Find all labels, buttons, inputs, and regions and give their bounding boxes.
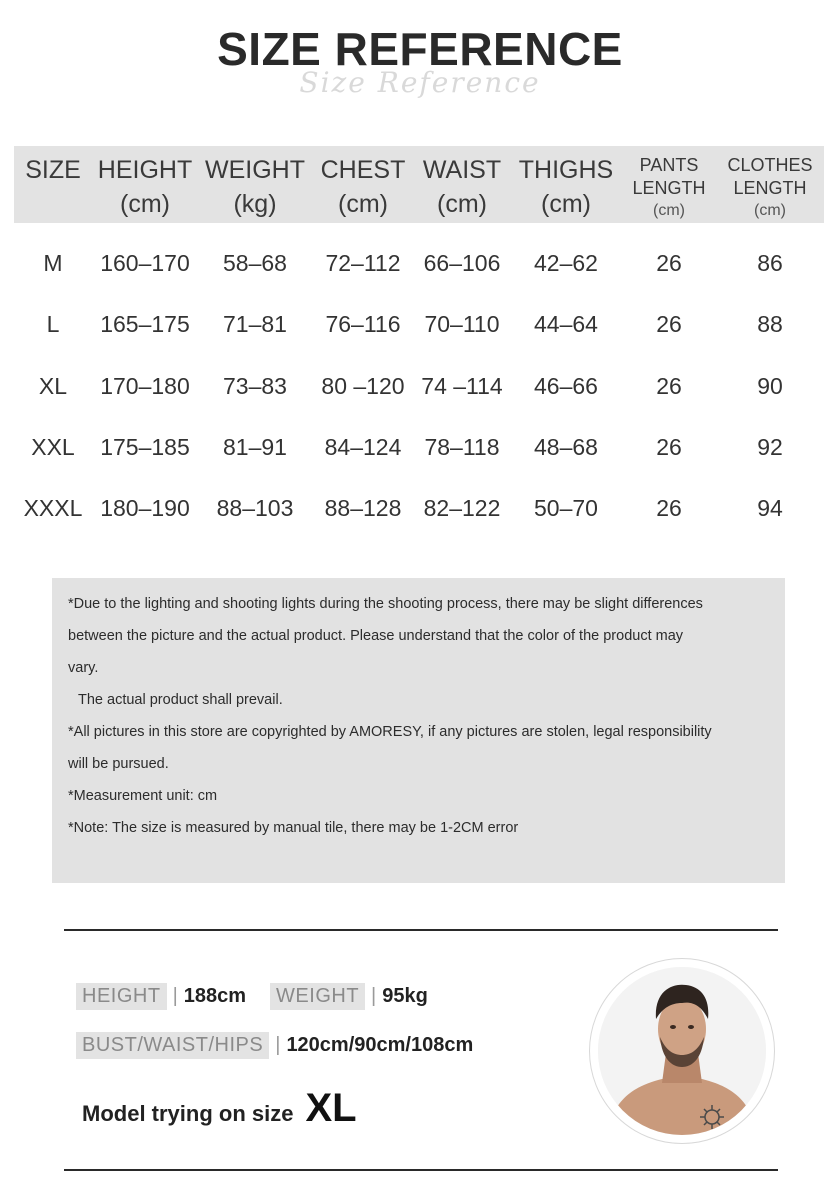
- table-row: [14, 478, 824, 539]
- table-body: [14, 223, 824, 539]
- note-line: *All pictures in this store are copyrighted by AMORESY, if any pictures are stolen, legal responsibility: [68, 724, 712, 740]
- model-measurements: [76, 1032, 473, 1059]
- weight-tag: WEIGHT: [270, 983, 365, 1010]
- table-cell: 70–110: [424, 311, 500, 338]
- table-cell: 26: [656, 372, 682, 399]
- size-cell: M: [43, 250, 63, 277]
- column-header: [92, 146, 198, 223]
- table-header-row: [14, 146, 824, 223]
- divider-top: [64, 929, 778, 931]
- table-row: [14, 294, 824, 355]
- note-line: *Due to the lighting and shooting lights during the shooting process, there may be slight differences: [68, 596, 703, 612]
- table-cell: 26: [656, 311, 682, 338]
- weight-value: 95kg: [382, 985, 428, 1007]
- table-cell: 66–106: [423, 250, 501, 277]
- column-header: [622, 146, 716, 223]
- table-cell: 48–68: [534, 434, 598, 461]
- page-title: SIZE REFERENCE: [217, 23, 623, 75]
- column-header: [716, 146, 824, 223]
- table-cell: 88–103: [216, 495, 294, 522]
- table-cell: 58–68: [223, 250, 287, 277]
- size-cell: XXL: [31, 434, 75, 461]
- table-cell: 92: [757, 434, 783, 461]
- model-trying-text: Model trying on size: [82, 1101, 294, 1126]
- divider-bottom: [64, 1169, 778, 1171]
- table-cell: 46–66: [534, 372, 598, 399]
- note-line: between the picture and the actual product. Please understand that the color of the product may: [68, 628, 684, 644]
- model-avatar: [589, 958, 775, 1144]
- header-text: WAIST: [422, 156, 502, 184]
- model-photo: [598, 967, 766, 1135]
- separator: |: [371, 985, 377, 1007]
- table-cell: 78–118: [424, 434, 500, 461]
- table-cell: 88–128: [324, 495, 402, 522]
- table-cell: 81–91: [223, 434, 287, 461]
- column-header: [14, 146, 92, 223]
- note-line: *Note: The size is measured by manual tile, there may be 1-2CM error: [68, 820, 519, 836]
- height-value: 188cm: [183, 985, 247, 1007]
- size-cell: XL: [38, 372, 68, 399]
- table-cell: 86: [757, 250, 783, 277]
- model-height-weight: [76, 983, 428, 1010]
- table-cell: 26: [656, 495, 682, 522]
- header-text: THIGHS: [518, 156, 614, 184]
- bust-waist-hips-value: 120cm/90cm/108cm: [286, 1034, 474, 1056]
- table-cell: 80 –120: [321, 372, 405, 399]
- size-chart-table: [14, 146, 824, 539]
- script-subtitle: Size Reference: [299, 66, 541, 99]
- separator: |: [275, 1034, 281, 1056]
- disclaimer-box: [52, 578, 785, 883]
- table-cell: 73–83: [223, 372, 287, 399]
- header-text: LENGTH: [733, 177, 807, 198]
- header-text: (cm): [541, 189, 591, 218]
- model-size-line: [82, 1086, 357, 1131]
- table-cell: 44–64: [534, 311, 598, 338]
- header-text: (cm): [338, 189, 388, 218]
- header-text: (cm): [437, 189, 487, 218]
- table-cell: 72–112: [325, 250, 401, 277]
- header-text: (kg): [233, 189, 277, 218]
- table-cell: 175–185: [100, 434, 190, 461]
- table-cell: 165–175: [100, 311, 190, 338]
- size-cell: XXXL: [23, 495, 83, 522]
- header-text: (cm): [653, 202, 685, 219]
- header-text: (cm): [120, 189, 170, 218]
- header-text: (cm): [754, 202, 786, 219]
- model-portrait-icon: [598, 967, 766, 1135]
- header-text: LENGTH: [632, 177, 706, 198]
- column-header: [414, 146, 510, 223]
- note-line: will be pursued.: [68, 756, 169, 772]
- table-cell: 160–170: [100, 250, 190, 277]
- table-row: [14, 223, 824, 294]
- header-text: SIZE: [25, 156, 81, 184]
- note-line: vary.: [68, 660, 99, 676]
- table-cell: 50–70: [534, 495, 598, 522]
- table-cell: 180–190: [100, 495, 190, 522]
- header-text: CHEST: [320, 156, 406, 184]
- header-text: HEIGHT: [97, 156, 193, 184]
- note-line: The actual product shall prevail.: [78, 692, 283, 708]
- table-cell: 88: [757, 311, 783, 338]
- table-row: [14, 356, 824, 417]
- table-cell: 74 –114: [421, 372, 503, 399]
- column-header: [312, 146, 414, 223]
- separator: |: [172, 985, 178, 1007]
- header-text: PANTS: [639, 155, 699, 175]
- column-header: [510, 146, 622, 223]
- table-cell: 90: [757, 372, 783, 399]
- size-cell: L: [46, 311, 60, 338]
- model-size-value: XL: [305, 1086, 357, 1130]
- table-cell: 42–62: [534, 250, 598, 277]
- note-line: *Measurement unit: cm: [68, 788, 218, 804]
- table-cell: 76–116: [325, 311, 401, 338]
- table-cell: 71–81: [223, 311, 287, 338]
- header-text: CLOTHES: [727, 155, 813, 175]
- table-cell: 82–122: [423, 495, 501, 522]
- table-cell: 26: [656, 250, 682, 277]
- column-header: [198, 146, 312, 223]
- height-tag: HEIGHT: [76, 983, 167, 1010]
- table-cell: 26: [656, 434, 682, 461]
- header-text: WEIGHT: [205, 156, 305, 184]
- table-cell: 84–124: [324, 434, 402, 461]
- table-cell: 94: [757, 495, 783, 522]
- table-row: [14, 417, 824, 478]
- bust-waist-hips-tag: BUST/WAIST/HIPS: [76, 1032, 269, 1059]
- table-cell: 170–180: [100, 372, 190, 399]
